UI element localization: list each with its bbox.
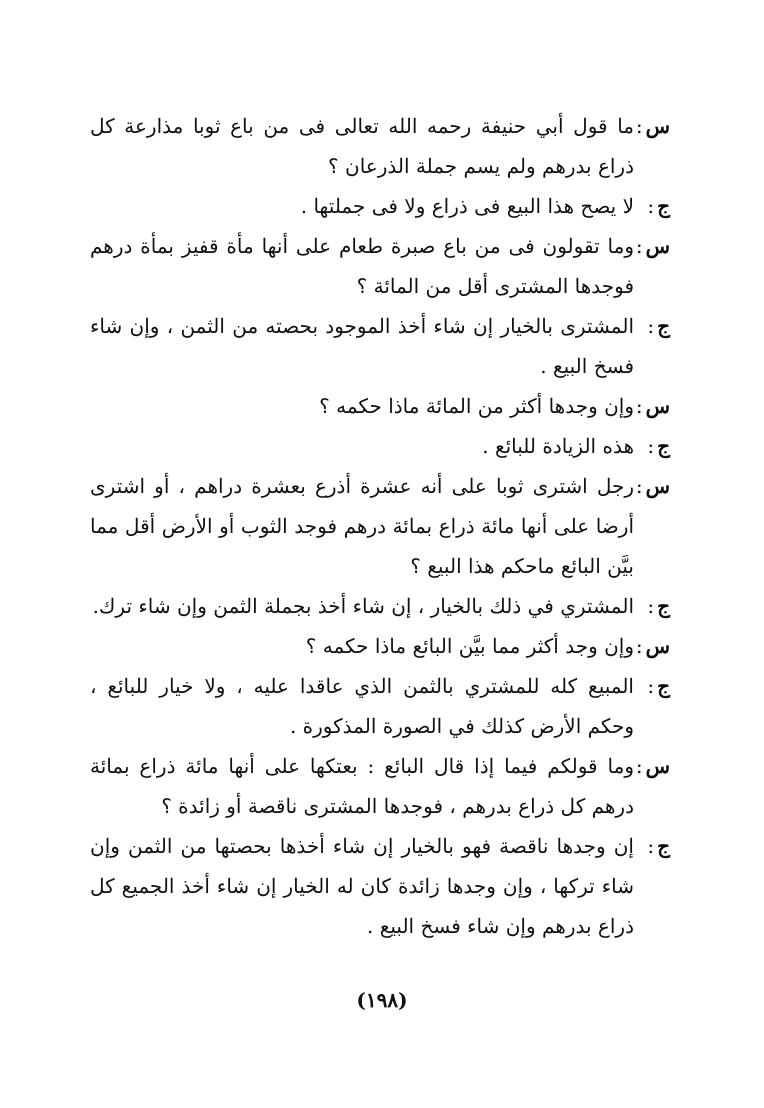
question-marker: س: <box>635 114 670 138</box>
entry-text: إن وجدها ناقصة فهو بالخيار إن شاء أخذها بحصتها من الثمن وإن شاء تركها ، وإن وجدها زائدة كان له الخيار إن شاء أخذ الجميع كل ذراع بدرهم وإن شاء فسخ البيع . <box>90 834 634 938</box>
question-marker: س: <box>635 754 670 778</box>
qa-entry-question <box>90 226 670 306</box>
answer-marker: ج: <box>647 314 670 338</box>
answer-marker: ج: <box>647 194 670 218</box>
qa-entry-answer <box>90 426 670 466</box>
entry-text: المشتري في ذلك بالخيار ، إن شاء أخذ بجملة الثمن وإن شاء ترك. <box>92 594 634 618</box>
entry-text: ما قول أبي حنيفة رحمه الله تعالى فى من باع ثوبا مذارعة كل ذراع بدرهم ولم يسم جملة الذرعان ؟ <box>90 114 634 178</box>
entry-text: لا يصح هذا البيع فى ذراع ولا فى جملتها . <box>300 194 634 218</box>
entry-text: وما تقولون فى من باع صبرة طعام على أنها مأة قفيز بمأة درهم فوجدها المشترى أقل من المائة ؟ <box>90 234 634 298</box>
question-marker: س: <box>635 234 670 258</box>
qa-entry-answer <box>90 826 670 946</box>
qa-entry-question <box>90 386 670 426</box>
page-number: (١٩٨) <box>356 988 408 1012</box>
qa-entry-answer <box>90 666 670 746</box>
entry-text: رجل اشترى ثوبا على أنه عشرة أذرع بعشرة دراهم ، أو اشترى أرضا على أنها مائة ذراع بمائة درهم فوجد الثوب أو الأرض أقل مما بيَّن البائع ماحكم هذا البيع ؟ <box>90 474 634 578</box>
entry-text: المشترى بالخيار إن شاء أخذ الموجود بحصته من الثمن ، وإن شاء فسخ البيع . <box>90 314 634 378</box>
answer-marker: ج: <box>647 834 670 858</box>
qa-entry-answer <box>90 186 670 226</box>
qa-entry-question <box>90 746 670 826</box>
qa-entry-question <box>90 626 670 666</box>
entry-text: وما قولكم فيما إذا قال البائع : بعتكها على أنها مائة ذراع بمائة درهم كل ذراع بدرهم ، فوجدها المشترى ناقصة أو زائدة ؟ <box>90 754 634 818</box>
question-marker: س: <box>635 634 670 658</box>
entry-text: المبيع كله للمشتري بالثمن الذي عاقدا عليه ، ولا خيار للبائع ، وحكم الأرض كذلك في الصورة المذكورة . <box>90 674 634 738</box>
qa-entry-question <box>90 466 670 586</box>
qa-entry-answer <box>90 586 670 626</box>
answer-marker: ج: <box>647 434 670 458</box>
qa-entry-answer <box>90 306 670 386</box>
entry-text: وإن وجدها أكثر من المائة ماذا حكمه ؟ <box>319 394 634 418</box>
question-marker: س: <box>635 474 670 498</box>
qa-list <box>90 106 670 946</box>
qa-entry-question <box>90 106 670 186</box>
answer-marker: ج: <box>647 674 670 698</box>
question-marker: س: <box>635 394 670 418</box>
answer-marker: ج: <box>647 594 670 618</box>
entry-text: هذه الزيادة للبائع . <box>482 434 634 458</box>
entry-text: وإن وجد أكثر مما بيَّن البائع ماذا حكمه ؟ <box>305 634 634 658</box>
